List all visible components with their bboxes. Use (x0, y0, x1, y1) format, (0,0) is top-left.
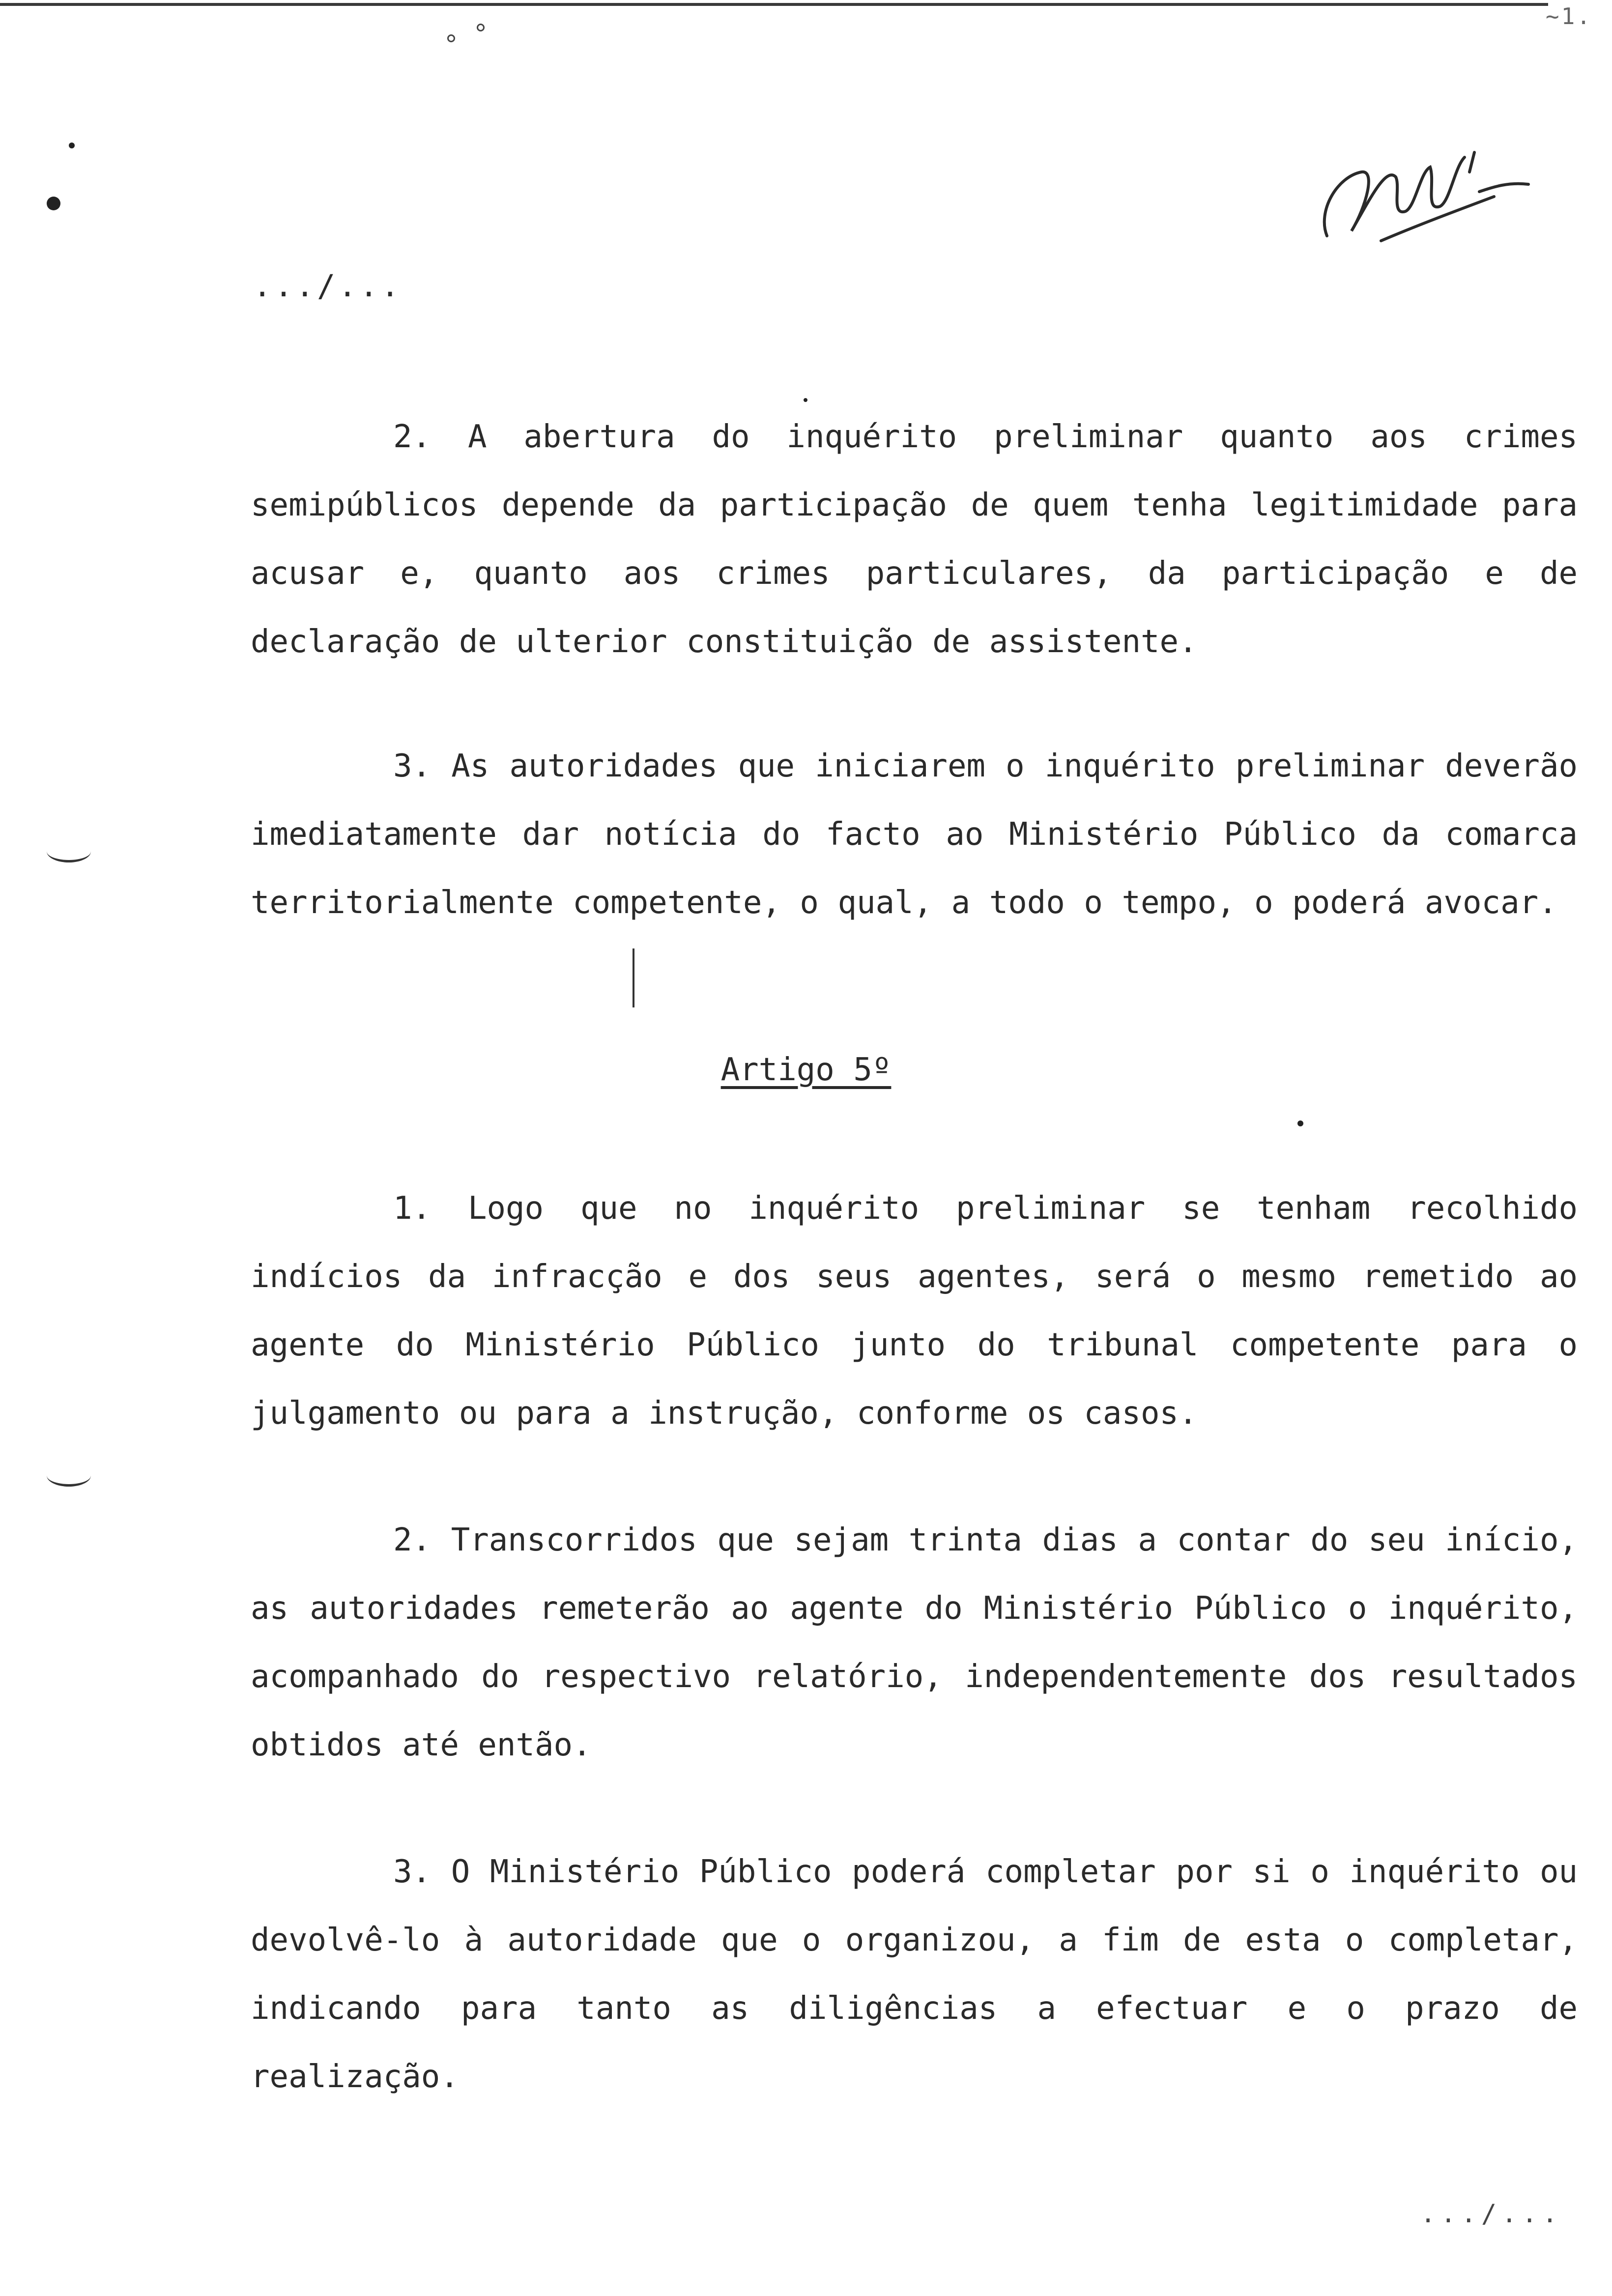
scan-speck (69, 143, 75, 148)
article-heading: Artigo 5º (720, 1052, 892, 1088)
scan-speck (477, 24, 485, 31)
continuation-marker-bottom: .../... (1420, 2199, 1563, 2229)
scan-speck (804, 398, 807, 402)
scan-speck (1297, 1120, 1303, 1126)
paragraph-3: 3. As autoridades que iniciarem o inquérito preliminar deverão imediatamente dar notícia do facto ao Ministério Público da comarca territorialmente competente, o qual, a todo o tempo, o poderá avocar. (251, 748, 1578, 921)
article-5-paragraph-3: 3. O Ministério Público poderá completar por si o inquérito ou devolvê-lo à autoridade que o organizou, a fim de esta o completar, indicando para tanto as diligências a efectuar e o prazo de realização. (251, 1854, 1578, 2095)
handwritten-signature (1307, 138, 1533, 265)
stray-pen-mark (633, 948, 634, 1007)
paragraph-2: 2. A abertura do inquérito preliminar quanto aos crimes semipúblicos depende da participação de quem tenha legitimidade para acusar e, quanto aos crimes particulares, da participação e de declaração de ulterior constituição de assistente. (251, 419, 1578, 660)
continuation-marker-top: .../... (253, 268, 403, 304)
scan-speck (447, 34, 455, 42)
corner-page-mark: ~1. (1545, 3, 1592, 29)
page-top-border (0, 3, 1548, 6)
scan-speck (47, 197, 60, 210)
article-5-paragraph-2: 2. Transcorridos que sejam trinta dias a contar do seu início, as autoridades remeterão ao agente do Ministério Público o inquérito, acompanhado do respectivo relatório, independentemente dos resultados obtidos até então. (251, 1522, 1578, 1763)
punch-hole-mark (47, 1464, 91, 1487)
punch-hole-mark (47, 840, 91, 862)
article-5-paragraph-1: 1. Logo que no inquérito preliminar se tenham recolhido indícios da infracção e dos seus agentes, será o mesmo remetido ao agente do Ministério Público junto do tribunal competente para o julgamento ou para a instrução, conforme os casos. (251, 1190, 1578, 1432)
